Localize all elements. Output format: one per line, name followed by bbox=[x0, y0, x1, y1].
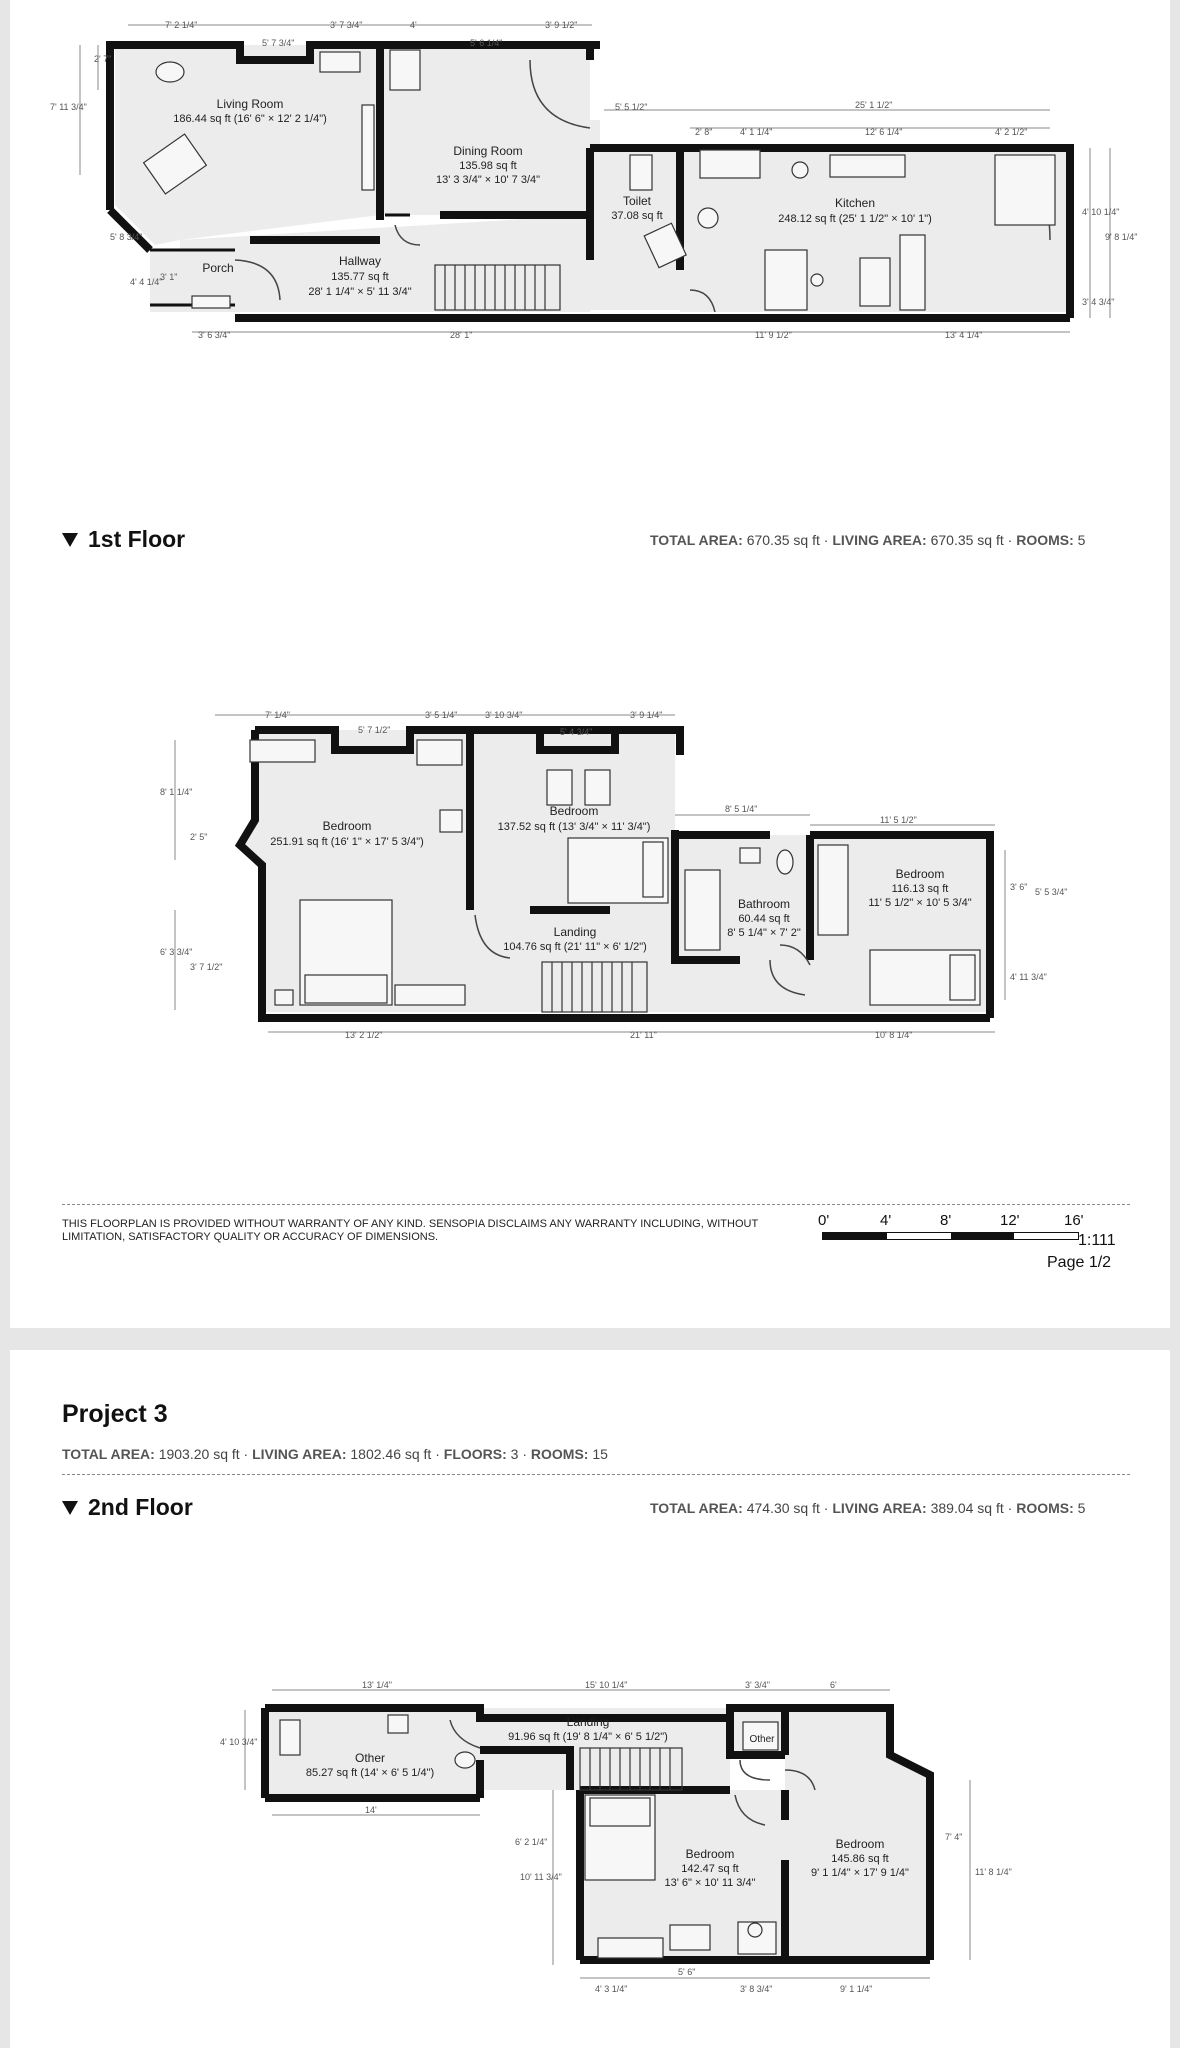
stat-value: 474.30 sq ft bbox=[746, 1500, 820, 1516]
scale-tick: 0' bbox=[818, 1212, 830, 1229]
stat-value: 670.35 sq ft bbox=[746, 532, 820, 548]
dim-label: 5' 6 1/4" bbox=[470, 38, 503, 48]
dim-label: 4' 2 1/2" bbox=[995, 127, 1028, 137]
collapse-triangle-icon bbox=[62, 533, 78, 547]
collapse-triangle-icon bbox=[62, 1501, 78, 1515]
dim-label: 3' 1" bbox=[160, 272, 178, 282]
room-area: 135.77 sq ft bbox=[331, 271, 389, 283]
dim-label: 5' 8 3/4" bbox=[110, 232, 143, 242]
dim-label: 6' 2 1/4" bbox=[515, 1837, 548, 1847]
dim-label: 3' 5 1/4" bbox=[425, 710, 458, 720]
dim-label: 12' 6 1/4" bbox=[865, 127, 903, 137]
dim-label: 2' 5" bbox=[190, 832, 208, 842]
room-name: Kitchen bbox=[834, 196, 876, 210]
dim-label: 6' 3 3/4" bbox=[160, 947, 193, 957]
floorplan-page-1 bbox=[10, 0, 1170, 1328]
dim-label: 11' 8 1/4" bbox=[975, 1867, 1012, 1877]
scale-tick-labels bbox=[818, 1212, 1118, 1230]
dim-label: 2' 7" bbox=[94, 54, 112, 64]
dim-label: 13' 4 1/4" bbox=[945, 330, 983, 340]
floorplan-page-2 bbox=[10, 1350, 1170, 2048]
project-title: Project 3 bbox=[62, 1400, 168, 1428]
floor-heading-1st[interactable] bbox=[62, 526, 185, 553]
room-area: 104.76 sq ft (21' 11" × 6' 1/2") bbox=[503, 941, 647, 953]
dim-label: 3' 9 1/2" bbox=[545, 20, 578, 30]
room-name: Hallway bbox=[338, 254, 382, 268]
room-area: 135.98 sq ft bbox=[459, 160, 517, 172]
room-dims: 13' 6" × 10' 11 3/4" bbox=[664, 1877, 756, 1889]
scale-tick: 12' bbox=[1000, 1212, 1020, 1229]
stat-label: TOTAL AREA: bbox=[650, 1500, 743, 1516]
dim-label: 25' 1 1/2" bbox=[855, 100, 893, 110]
room-name: Bedroom bbox=[322, 819, 372, 833]
scale-tick: 16' bbox=[1064, 1212, 1084, 1229]
stat-value: 5 bbox=[1077, 532, 1086, 548]
dim-label: 13' 2 1/2" bbox=[345, 1030, 383, 1040]
floor-heading-label: 1st Floor bbox=[88, 526, 186, 552]
page-number: Page 1/2 bbox=[1047, 1254, 1112, 1271]
room-name: Other bbox=[749, 1734, 775, 1745]
second-floor-plan bbox=[10, 1660, 1170, 2048]
dim-label: 7' 11 3/4" bbox=[50, 102, 87, 112]
dim-label: 4' 10 3/4" bbox=[220, 1737, 258, 1747]
stat-value: 5 bbox=[1077, 1500, 1086, 1516]
scale-ratio: 1:111 bbox=[1078, 1232, 1116, 1249]
dim-label: 5' 6" bbox=[678, 1967, 696, 1977]
stat-label: ROOMS: bbox=[530, 1446, 589, 1462]
room-area: 91.96 sq ft (19' 8 1/4" × 6' 5 1/2") bbox=[508, 1731, 668, 1743]
room-area: 251.91 sq ft (16' 1" × 17' 5 3/4") bbox=[270, 836, 424, 848]
dim-label: 4' 4 1/4" bbox=[130, 277, 163, 287]
room-name: Landing bbox=[553, 925, 597, 939]
room-area: 248.12 sq ft (25' 1 1/2" × 10' 1") bbox=[778, 213, 932, 225]
stat-label: LIVING AREA: bbox=[252, 1446, 347, 1462]
dim-label: 4' 10 1/4" bbox=[1082, 207, 1120, 217]
dim-label: 6' bbox=[830, 1680, 837, 1690]
room-dims: 11' 5 1/2" × 10' 5 3/4" bbox=[868, 897, 972, 909]
room-name: Bedroom bbox=[549, 804, 599, 818]
room-area: 60.44 sq ft bbox=[738, 913, 790, 925]
stat-value: 1802.46 sq ft bbox=[350, 1446, 432, 1462]
dim-label: 10' 8 1/4" bbox=[875, 1030, 913, 1040]
stat-label: TOTAL AREA: bbox=[62, 1446, 155, 1462]
stat-value: 3 bbox=[510, 1446, 519, 1462]
room-dims: 9' 1 1/4" × 17' 9 1/4" bbox=[811, 1867, 909, 1879]
dim-label: 3' 8 3/4" bbox=[740, 1984, 773, 1994]
room-name: Dining Room bbox=[453, 144, 523, 158]
floor-stats-2nd: TOTAL AREA: 474.30 sq ft · LIVING AREA: 389.04 sq ft · ROOMS: 5 bbox=[650, 1500, 1086, 1516]
room-dims: 28' 1 1/4" × 5' 11 3/4" bbox=[308, 286, 412, 298]
scale-bar bbox=[822, 1232, 1079, 1240]
dashed-divider bbox=[62, 1474, 1130, 1475]
dim-label: 3' 4 3/4" bbox=[1082, 297, 1115, 307]
stat-label: ROOMS: bbox=[1016, 1500, 1074, 1516]
scale-tick: 4' bbox=[880, 1212, 892, 1229]
ground-floor-plan bbox=[10, 0, 1170, 360]
dim-label: 3' 6" bbox=[1010, 882, 1028, 892]
dim-label: 3' 7 3/4" bbox=[330, 20, 363, 30]
room-name: Bedroom bbox=[835, 1837, 885, 1851]
stat-label: TOTAL AREA: bbox=[650, 532, 743, 548]
dim-label: 28' 1" bbox=[450, 330, 473, 340]
room-name: Porch bbox=[202, 261, 234, 275]
dim-label: 10' 11 3/4" bbox=[520, 1872, 562, 1882]
dim-label: 4' bbox=[410, 20, 417, 30]
room-name: Bathroom bbox=[737, 897, 791, 911]
room-area: 145.86 sq ft bbox=[831, 1853, 889, 1865]
first-floor-plan bbox=[10, 700, 1170, 1050]
room-dims: 8' 5 1/4" × 7' 2" bbox=[727, 927, 801, 939]
room-name: Toilet bbox=[622, 194, 652, 208]
dim-label: 13' 1/4" bbox=[362, 1680, 392, 1690]
dim-label: 21' 11" bbox=[630, 1030, 657, 1040]
dim-label: 8' 5 1/4" bbox=[725, 804, 758, 814]
dim-label: 7' 4" bbox=[945, 1832, 963, 1842]
dim-label: 4' 3 1/4" bbox=[595, 1984, 628, 1994]
dim-label: 5' 7 1/2" bbox=[358, 725, 391, 735]
floor-stats-1st: TOTAL AREA: 670.35 sq ft · LIVING AREA: 670.35 sq ft · ROOMS: 5 bbox=[650, 532, 1086, 548]
room-area: 142.47 sq ft bbox=[681, 1863, 739, 1875]
dim-label: 4' 1 1/4" bbox=[740, 127, 773, 137]
room-name: Landing bbox=[566, 1715, 610, 1729]
scale-tick: 8' bbox=[940, 1212, 952, 1229]
stat-label: LIVING AREA: bbox=[832, 532, 927, 548]
stat-value: 389.04 sq ft bbox=[930, 1500, 1004, 1516]
dim-label: 3' 10 3/4" bbox=[485, 710, 523, 720]
stat-value: 1903.20 sq ft bbox=[158, 1446, 240, 1462]
room-dims: 13' 3 3/4" × 10' 7 3/4" bbox=[435, 174, 541, 186]
dim-label: 2' 8" bbox=[695, 127, 713, 137]
dim-label: 3' 9 1/4" bbox=[630, 710, 663, 720]
room-name: Bedroom bbox=[895, 867, 945, 881]
dim-label: 9' 8 1/4" bbox=[1105, 232, 1138, 242]
dim-label: 9' 1 1/4" bbox=[840, 1984, 873, 1994]
room-name: Bedroom bbox=[685, 1847, 735, 1861]
room-area: 116.13 sq ft bbox=[891, 883, 949, 895]
dim-label: 5' 5 3/4" bbox=[1035, 887, 1068, 897]
floor-heading-label: 2nd Floor bbox=[88, 1494, 193, 1520]
dim-label: 3' 6 3/4" bbox=[198, 330, 231, 340]
room-area: 186.44 sq ft (16' 6" × 12' 2 1/4") bbox=[173, 113, 327, 125]
dim-label: 8' 1 1/4" bbox=[160, 787, 193, 797]
stat-value: 15 bbox=[592, 1446, 608, 1462]
dim-label: 5' 7 3/4" bbox=[262, 38, 295, 48]
dim-label: 11' 9 1/2" bbox=[755, 330, 792, 340]
stat-value: 670.35 sq ft bbox=[930, 532, 1004, 548]
dim-label: 3' 7 1/2" bbox=[190, 962, 223, 972]
project-stats: TOTAL AREA: 1903.20 sq ft · LIVING AREA: 1802.46 sq ft · FLOORS: 3 · ROOMS: 15 bbox=[62, 1446, 608, 1462]
dim-label: 7' 1/4" bbox=[265, 710, 290, 720]
stat-label: FLOORS: bbox=[443, 1446, 507, 1462]
dim-label: 11' 5 1/2" bbox=[880, 815, 917, 825]
stat-label: LIVING AREA: bbox=[832, 1500, 927, 1516]
room-name: Living Room bbox=[216, 97, 284, 111]
dim-label: 5' 5 1/2" bbox=[615, 102, 648, 112]
disclaimer-text: THIS FLOORPLAN IS PROVIDED WITHOUT WARRANTY OF ANY KIND. SENSOPIA DISCLAIMS ANY WARRANTY INCLUDING, WITHOUT LIMITATION, SATISFACTORY QUALITY OR ACCURACY OF DIMENSIONS. bbox=[62, 1218, 758, 1243]
stat-label: ROOMS: bbox=[1016, 532, 1074, 548]
dim-label: 14' bbox=[365, 1805, 377, 1815]
room-area: 85.27 sq ft (14' × 6' 5 1/4") bbox=[305, 1767, 435, 1779]
dashed-divider bbox=[62, 1204, 1130, 1205]
floor-heading-2nd[interactable] bbox=[62, 1494, 193, 1521]
dim-label: 15' 10 1/4" bbox=[585, 1680, 628, 1690]
dim-label: 7' 2 1/4" bbox=[165, 20, 198, 30]
dim-label: 3' 3/4" bbox=[745, 1680, 770, 1690]
room-name: Other bbox=[354, 1751, 386, 1765]
dim-label: 4' 11 3/4" bbox=[1010, 972, 1047, 982]
dim-label: 5' 4 3/4" bbox=[560, 727, 593, 737]
room-area: 37.08 sq ft bbox=[611, 210, 663, 222]
room-area: 137.52 sq ft (13' 3/4" × 11' 3/4") bbox=[497, 821, 651, 833]
